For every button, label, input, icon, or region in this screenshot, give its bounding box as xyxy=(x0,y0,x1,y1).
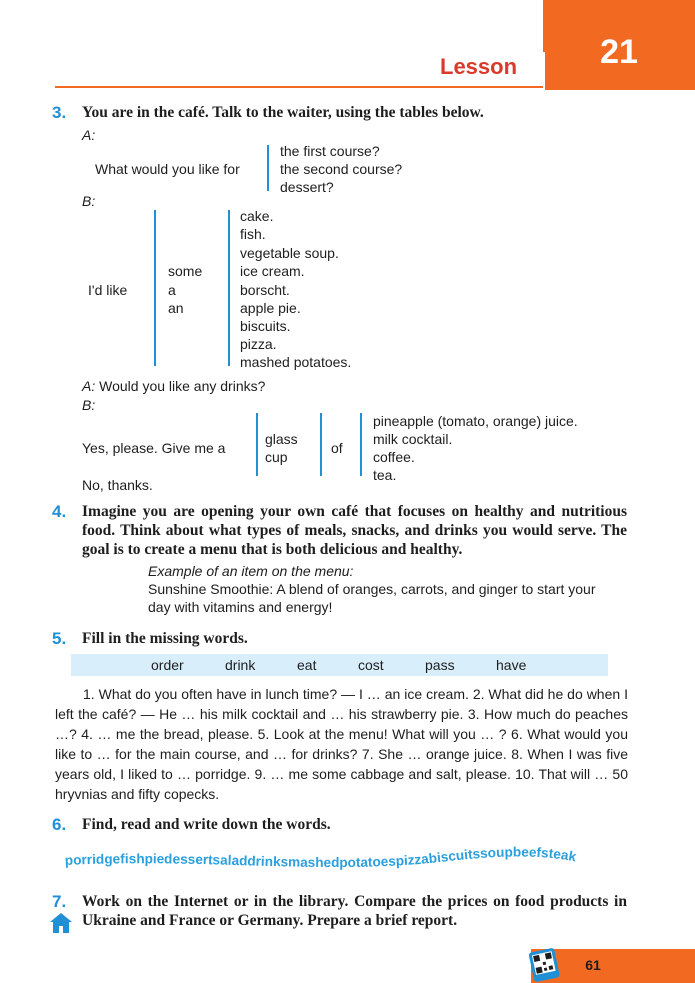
food-item: borscht. xyxy=(240,282,290,298)
b-prompt: I'd like xyxy=(88,282,128,298)
exercise-6-number: 6. xyxy=(52,815,67,834)
qr-code-icon xyxy=(524,945,564,983)
speaker-a-label: A: xyxy=(82,127,96,143)
food-item: mashed potatoes. xyxy=(240,354,352,370)
word-bank-word: cost xyxy=(358,657,384,673)
example-line: Sunshine Smoothie: A blend of oranges, carrots, and ginger to start your xyxy=(148,581,596,597)
container: glass xyxy=(265,431,298,447)
table-divider xyxy=(154,210,156,366)
course-option: dessert? xyxy=(280,179,334,195)
drink-item: coffee. xyxy=(373,449,415,465)
exercise-5-number: 5. xyxy=(52,629,67,648)
page-number: 61 xyxy=(585,957,601,973)
lesson-title: Lesson xyxy=(440,54,518,79)
food-item: apple pie. xyxy=(240,300,301,316)
table-divider xyxy=(267,145,269,191)
header-rule xyxy=(55,86,543,88)
lesson-number: 21 xyxy=(600,33,638,71)
drinks-question: Would you like any drinks? xyxy=(99,378,266,394)
article: an xyxy=(168,300,184,316)
exercise-5-text: 1. What do you often have in lunch time? — I … an ice cream. 2. What did he do when I left the café? — He … his milk cocktail and … his strawberry pie. 3. How much do peaches …? 4. … me the bread, please. 5. Look at the menu! What will you … ? 6. What would you like to … for the main course, and … for drinks? 7. She … orange juice. 8. When I was five years old, I liked to … porridge. 9. … me some cabbage and salt, please. 10. That will … 50 hryvnias and fifty copecks. xyxy=(55,686,628,802)
article: a xyxy=(168,282,176,298)
a-drinks-question xyxy=(82,377,265,395)
word-bank-word: eat xyxy=(297,657,317,673)
course-option: the second course? xyxy=(280,161,403,177)
example-line: day with vitamins and energy! xyxy=(148,599,333,615)
word-bank-word: pass xyxy=(425,657,455,673)
letter-chain-puzzle xyxy=(40,820,650,900)
table-divider xyxy=(360,413,362,476)
table-divider xyxy=(256,413,258,476)
svg-text:porridgefishpiedessertsaladdri xyxy=(65,844,578,870)
food-item: biscuits. xyxy=(240,318,291,334)
speaker-a-label: A: xyxy=(82,378,96,394)
exercise-6-instruction: Find, read and write down the words. xyxy=(82,816,331,833)
speaker-b-label: B: xyxy=(82,193,96,209)
word-bank-word: drink xyxy=(225,657,256,673)
exercise-7-instruction: Work on the Internet or in the library. Compare the prices on food products in Ukraine and France or Germany. Prepare a brief report. xyxy=(82,893,627,929)
b-no-answer: No, thanks. xyxy=(82,477,153,493)
drink-item: tea. xyxy=(373,467,397,483)
article: some xyxy=(168,263,203,279)
exercise-3-number: 3. xyxy=(52,103,67,122)
exercise-4-instruction: Imagine you are opening your own café that focuses on healthy and nutritious food. Think about what types of meals, snacks, and drinks you would serve. The goal is to create a menu that is both delicious and healthy. xyxy=(82,503,627,558)
food-item: ice cream. xyxy=(240,263,305,279)
food-item: fish. xyxy=(240,226,266,242)
a-prompt: What would you like for xyxy=(95,161,240,177)
table-divider xyxy=(320,413,322,476)
word-bank xyxy=(71,654,608,676)
food-item: pizza. xyxy=(240,336,277,352)
example-label: Example of an item on the menu: xyxy=(148,563,354,579)
exercise-3-instruction: You are in the café. Talk to the waiter, using the tables below. xyxy=(82,104,484,121)
table-divider xyxy=(228,210,230,366)
b-yes-answer: Yes, please. Give me a xyxy=(82,440,226,456)
exercise-5-instruction: Fill in the missing words. xyxy=(82,630,248,647)
exercise-7-number: 7. xyxy=(52,892,67,911)
drink-item: milk cocktail. xyxy=(373,431,453,447)
word-bank-word: have xyxy=(496,657,527,673)
drink-item: pineapple (tomato, orange) juice. xyxy=(373,413,578,429)
food-item: cake. xyxy=(240,208,274,224)
word-bank-word: order xyxy=(151,657,184,673)
food-item: vegetable soup. xyxy=(240,245,339,261)
course-option: the first course? xyxy=(280,143,380,159)
container: cup xyxy=(265,449,288,465)
home-icon xyxy=(49,912,73,934)
exercise-4-number: 4. xyxy=(52,502,67,521)
lesson-number-tab xyxy=(543,0,695,90)
letter-chain: porridgefishpiedessertsaladdrinksmashedpotatoespizzabiscuitssoupbeefsteak xyxy=(64,844,578,871)
speaker-b-label: B: xyxy=(82,397,96,413)
of-word: of xyxy=(331,440,343,456)
